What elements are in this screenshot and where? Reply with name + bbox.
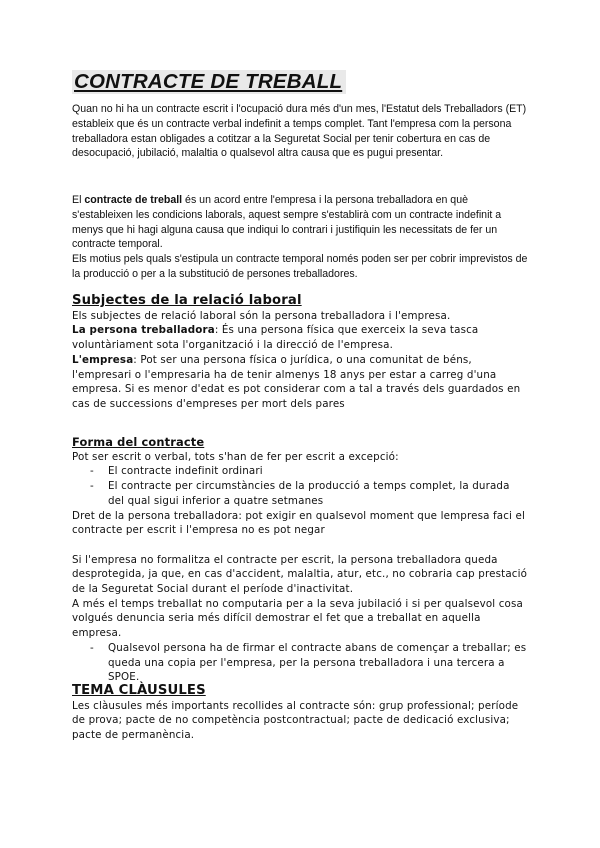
forma-list xyxy=(72,464,528,508)
clausules-paragraph: Les clàusules més importants recollides al contracte són: grup professional; període de prova; pacte de no competència postcontractual; pacte de dedicació exclusiva; pacte de permanència. xyxy=(72,699,519,742)
forma-intro: Pot ser escrit o verbal, tots s'han de fer per escrit a excepció: xyxy=(72,450,399,463)
definition-prefix: El xyxy=(72,194,85,206)
formalitza-paragraph: Si l'empresa no formalitza el contracte per escrit, la persona treballadora queda desprotegida, ja que, en cas d'accident, malaltia, atur, etc., no cobraria cap prestació de la Seguretat Social durant el període d'inactivitat. xyxy=(72,553,528,596)
clausules-heading: TEMA CLÀUSULES xyxy=(72,682,206,698)
temporal-paragraph: Els motius pels quals s'estipula un contracte temporal només poden ser per cobrir imprevistos de la producció o per a la substitució de persones treballadores. xyxy=(72,253,528,280)
dret-paragraph: Dret de la persona treballadora: pot exigir en qualsevol moment que lempresa faci el contracte per escrit i l'empresa no es pot negar xyxy=(72,509,525,537)
jubilacio-paragraph: A més el temps treballat no computaria per a la seva jubilació i si per qualsevol cosa volgués denuncia seria més difícil demostrar el fet que a treballat en aquella empresa. xyxy=(72,597,523,640)
list-item xyxy=(72,641,528,685)
intro-paragraph: Quan no hi ha un contracte escrit i l'ocupació dura més d'un mes, l'Estatut dels Treballadors (ET) estableix que és un contracte verbal indefinit a temps complet. Tant l'empresa com la persona treballadora estan obligades a cotitzar a la Seguretat Social per tenir cobertura en cas de desocupació, jubilació, malaltia o qualsevol altra causa que es pugui presentar. xyxy=(72,103,527,160)
page-title: CONTRACTE DE TREBALL xyxy=(72,70,346,94)
list-item xyxy=(72,464,528,479)
firma-list xyxy=(72,641,528,685)
empresa-label: L'empresa xyxy=(72,353,134,366)
treballadora-paragraph xyxy=(72,323,528,352)
definition-section xyxy=(72,193,528,282)
list-item xyxy=(72,479,528,508)
list-item-text: El contracte indefinit ordinari xyxy=(108,465,263,478)
dash-marker: - xyxy=(90,641,94,654)
list-item-text: El contracte per circumstàncies de la producció a temps complet, la durada del qual sigui inferior a quatre setmanes xyxy=(108,480,510,507)
empresa-text: : Pot ser una persona física o jurídica, o una comunitat de béns, l'empresari o l'empresaria ha de tenir almenys 18 anys per estar a carreg d'una empresa. Si es menor d'edat es pot considerar com a tal a través dels guardados en cas de successions d'empreses per mort dels pares xyxy=(72,353,521,410)
forma-section xyxy=(72,435,528,743)
treballadora-label: La persona treballadora xyxy=(72,324,215,337)
definition-paragraph xyxy=(72,193,528,252)
subjectes-section xyxy=(72,294,528,412)
dash-marker: - xyxy=(90,465,94,478)
treballadora-text: : És una persona física que exerceix la seva tasca voluntàriament sota l'organització i la direcció de l'empresa. xyxy=(72,324,479,352)
subjectes-intro: Els subjectes de relació laboral són la persona treballadora i l'empresa. xyxy=(72,309,451,322)
empresa-paragraph xyxy=(72,353,528,412)
list-item-text: Qualsevol persona ha de firmar el contracte abans de començar a treballar; es queda una copia per l'empresa, per la persona treballadora i una tercera a SPOE. xyxy=(108,641,527,684)
definition-term: contracte de treball xyxy=(84,194,183,206)
forma-heading: Forma del contracte xyxy=(72,435,205,449)
definition-text: és un acord entre l'empresa i la persona treballadora en què s'estableixen les condicions laborals, aquest sempre s'establirà com un contracte indefinit a menys que hi hagi alguna causa que indiqui lo contrari i justifiquin les necessitats de fer un contracte temporal. xyxy=(72,194,502,251)
subjectes-heading: Subjectes de la relació laboral xyxy=(72,293,302,308)
dash-marker: - xyxy=(90,480,94,493)
